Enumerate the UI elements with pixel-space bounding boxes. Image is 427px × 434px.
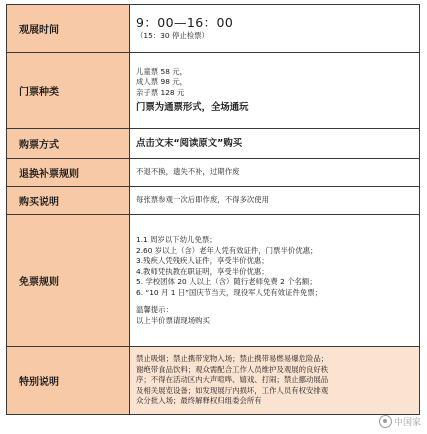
value-purchase (130, 129, 420, 159)
free-rule-6: 6. “10 月 1 日”国庆节当天，现役军人凭有效证件免票； (136, 287, 323, 297)
special-line-3: 序；不得在活动区内大声喧哗、嬉戏、打闹；禁止挪动展品 (136, 375, 329, 385)
free-rule-1: 1.1 周岁以下幼儿免票； (136, 235, 217, 244)
label-usage: 购买说明 (7, 187, 130, 215)
row-tickets (7, 53, 420, 129)
value-usage (130, 187, 420, 215)
label-special: 特别说明 (7, 347, 130, 415)
label-free: 免票规则 (7, 215, 130, 347)
ticket-highlight: 门票为通票形式，全场通玩 (136, 102, 249, 114)
hours-note: （15：30 停止检票） (136, 31, 209, 41)
special-line-1: 禁止吸烟；禁止携带宠物入场；禁止携带易燃易爆危险品； (136, 354, 329, 364)
special-line-2: 谢绝带食品饮料；观众需配合工作人员维护及观展的良好秩 (136, 364, 329, 374)
label-purchase: 购票方式 (7, 129, 130, 159)
value-hours (130, 5, 420, 53)
hours-time: 9：00—16：00 (136, 15, 234, 31)
free-rule-5: 5. 学校团体 20 人以上（含）随行老师免费 2 个名额； (136, 277, 317, 286)
free-rule-2: 2.60 岁以上（含）老年人凭有效证件，门票半价优惠； (136, 245, 318, 255)
ticket-child: 儿童票 58 元， (136, 66, 188, 76)
value-refund (130, 159, 420, 187)
refund-text: 不退不换，遗失不补，过期作废 (136, 167, 240, 177)
free-tip-text: 以上半价票请现场购买 (136, 315, 210, 325)
row-special (7, 347, 420, 415)
value-special (130, 347, 420, 415)
label-tickets: 门票种类 (7, 53, 130, 129)
watermark (379, 415, 421, 428)
free-tip-title: 温馨提示： (136, 305, 173, 314)
label-refund: 退换补票规则 (7, 159, 130, 187)
value-tickets (130, 53, 420, 129)
label-hours: 观展时间 (7, 5, 130, 53)
row-usage (7, 187, 420, 215)
free-rule-3: 3.残疾人凭残疾人证件，享受半价优惠； (136, 256, 269, 265)
free-rule-4: 4.教师凭执教在职证明，享受半价优惠； (136, 266, 269, 276)
free-spacer (136, 298, 413, 305)
purchase-text: 点击文末“阅读原文”购买 (136, 138, 243, 149)
special-line-4: 及相关展览设备；如发现展厅内损坏，工作人员有权安排观 (136, 385, 329, 395)
row-refund (7, 159, 420, 187)
row-purchase (7, 129, 420, 159)
ticket-info-sheet (6, 4, 420, 415)
ticket-family: 亲子票 128 元 (136, 87, 185, 97)
row-hours (7, 5, 420, 53)
usage-text: 每张票参观一次后即作废，不得多次使用 (136, 195, 270, 205)
watermark-logo-icon (379, 415, 392, 428)
info-table (6, 4, 420, 415)
ticket-adult: 成人票 98 元， (136, 77, 188, 87)
row-free (7, 215, 420, 347)
value-free (130, 215, 420, 347)
watermark-text: 中国家 (393, 418, 421, 428)
special-line-5: 众分批入场；最终解释权归组委会所有 (136, 396, 262, 406)
